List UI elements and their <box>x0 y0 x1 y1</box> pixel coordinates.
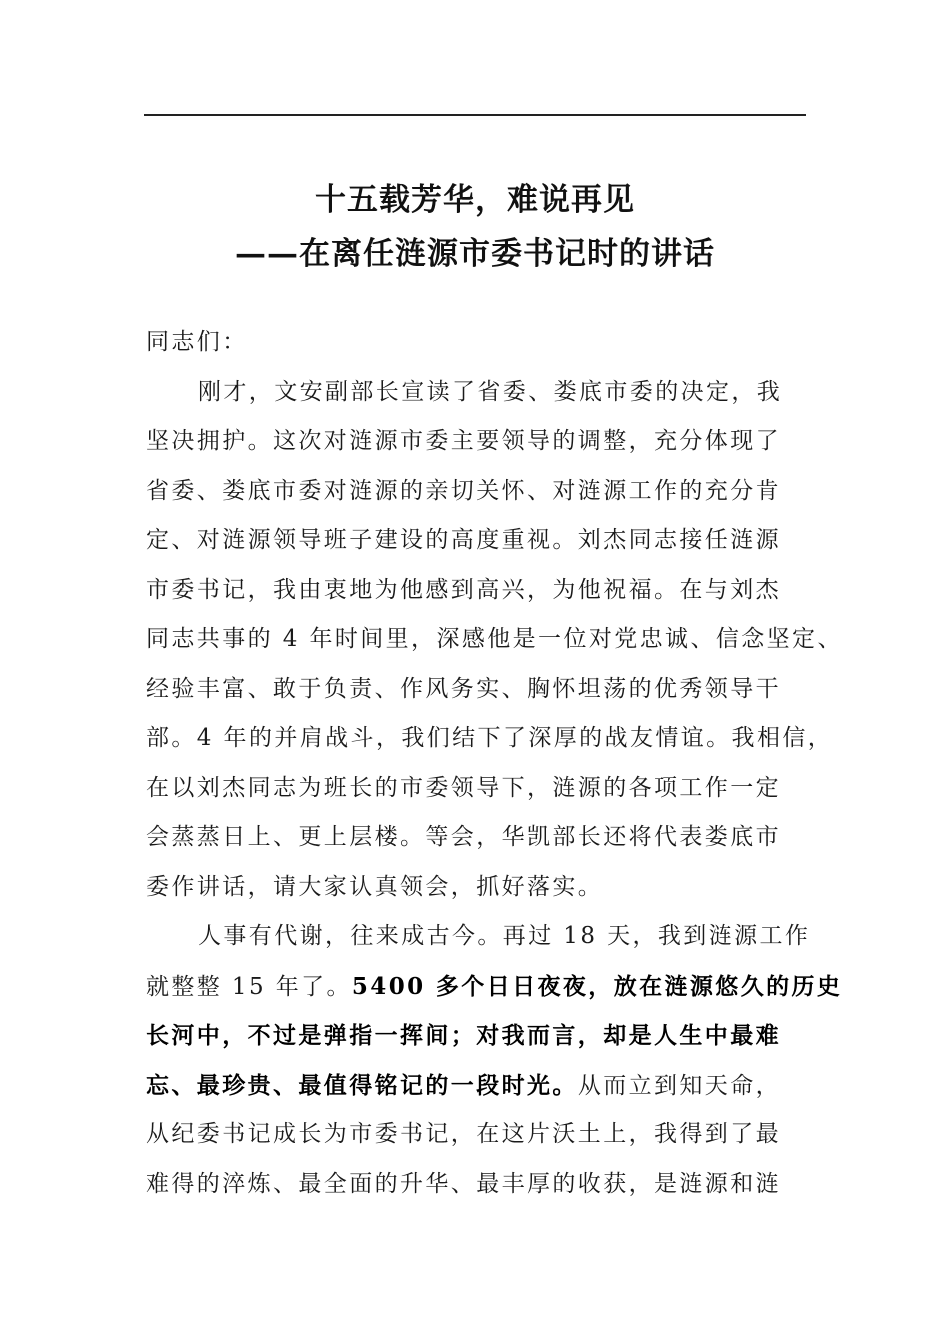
paragraph-line: 同志共事的 4 年时间里，深感他是一位对党忠诚、信念坚定、 <box>146 626 843 652</box>
paragraph-line: 坚决拥护。这次对涟源市委主要领导的调整，充分体现了 <box>146 428 781 454</box>
paragraph-line: 刚才，文安副部长宣读了省委、娄底市委的决定，我 <box>198 378 783 405</box>
document-title: 十五载芳华，难说再见 <box>315 182 635 218</box>
paragraph-line: 长河中，不过是弹指一挥间；对我而言，却是人生中最难 <box>146 1022 781 1049</box>
normal-text: 就整整 15 年了。 <box>146 973 352 1000</box>
paragraph-line: 部。4 年的并肩战斗，我们结下了深厚的战友情谊。我相信， <box>146 725 834 751</box>
document-subtitle: ——在离任涟源市委书记时的讲话 <box>235 236 715 272</box>
salutation: 同志们： <box>146 329 248 355</box>
document-body <box>146 318 843 1209</box>
paragraph-line <box>146 962 843 1012</box>
paragraph-line: 经验丰富、敢于负责、作风务实、胸怀坦荡的优秀领导干 <box>146 675 781 702</box>
paragraph-line: 市委书记，我由衷地为他感到高兴，为他祝福。在与刘杰 <box>146 576 781 603</box>
bold-text: 5400 多个日日夜夜，放在涟源悠久的历史 <box>351 972 843 1000</box>
paragraph-line: 省委、娄底市委对涟源的亲切关怀、对涟源工作的充分肯 <box>146 477 781 504</box>
paragraph-1 <box>146 368 843 913</box>
paragraph-line: 定、对涟源领导班子建设的高度重视。刘杰同志接任涟源 <box>146 527 781 553</box>
paragraph-line: 难得的淬炼、最全面的升华、最丰厚的收获，是涟源和涟 <box>146 1170 781 1197</box>
paragraph-line: 在以刘杰同志为班长的市委领导下，涟源的各项工作一定 <box>146 774 781 801</box>
header-rule <box>144 114 806 116</box>
bold-text: 忘、最珍贵、最值得铭记的一段时光。 <box>146 1071 578 1099</box>
paragraph-2 <box>146 912 843 1209</box>
paragraph-line: 从纪委书记成长为市委书记，在这片沃土上，我得到了最 <box>146 1121 781 1147</box>
normal-text: 从而立到知天命， <box>577 1072 782 1099</box>
paragraph-line: 会蒸蒸日上、更上层楼。等会，华凯部长还将代表娄底市 <box>146 824 781 850</box>
paragraph-line: 人事有代谢，往来成古今。再过 18 天，我到涟源工作 <box>198 923 811 949</box>
paragraph-line: 委作讲话，请大家认真领会，抓好落实。 <box>146 873 604 900</box>
paragraph-line <box>146 1061 836 1111</box>
